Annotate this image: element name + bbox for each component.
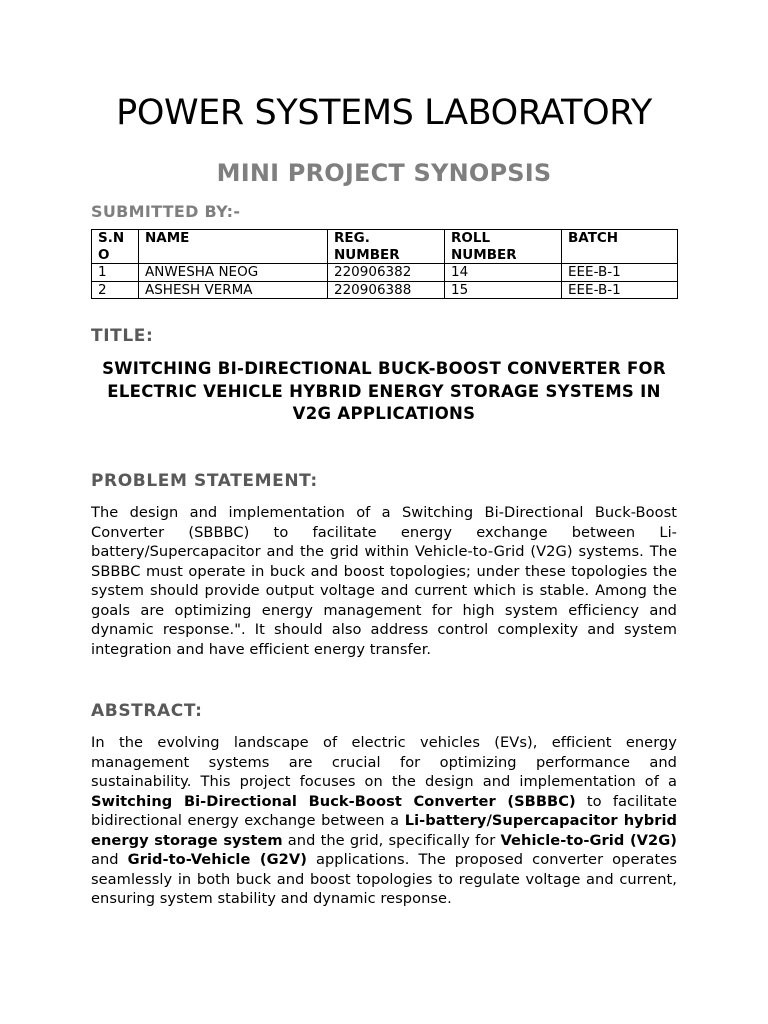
lab-title: POWER SYSTEMS LABORATORY	[116, 93, 652, 133]
cell-batch: EEE-B-1	[562, 281, 678, 299]
cell-reg: 220906382	[328, 264, 445, 282]
abstract-text-part: to facilitate bidirectional energy exchange between a	[91, 792, 677, 829]
col-header-reg: REG. NUMBER	[328, 230, 445, 264]
abstract-bold-sbbbc: Switching Bi-Directional Buck-Boost Converter (SBBBC)	[91, 792, 576, 810]
abstract-text-part: applications. The proposed converter operates seamlessly in both buck and boost topologies to regulate voltage and current, ensuring system stability and dynamic response.	[91, 851, 677, 907]
col-header-batch: BATCH	[562, 230, 678, 264]
cell-batch: EEE-B-1	[562, 264, 678, 282]
cell-roll: 14	[445, 264, 562, 282]
table-row	[92, 281, 678, 299]
problem-statement-heading: PROBLEM STATEMENT:	[91, 471, 318, 491]
abstract-text-part: and	[91, 851, 128, 868]
abstract-text-part: In the evolving landscape of electric vehicles (EVs), efficient energy management systems are crucial for optimizing performance and sustainability. This project focuses on the design and implementation of a	[91, 734, 677, 790]
synopsis-subtitle: MINI PROJECT SYNOPSIS	[216, 159, 552, 187]
submitted-by-heading: SUBMITTED BY:-	[91, 202, 241, 221]
abstract-heading: ABSTRACT:	[91, 701, 203, 721]
table-row	[92, 264, 678, 282]
cell-name: ASHESH VERMA	[139, 281, 328, 299]
abstract-bold-g2v: Grid-to-Vehicle (G2V)	[127, 851, 307, 868]
problem-statement-text: The design and implementation of a Switching Bi-Directional Buck-Boost Converter (SBBBC) to facilitate energy exchange between Li-battery/Supercapacitor and the grid within Vehicle-to-Grid (V2G) systems. The SBBBC must operate in buck and boost topologies; under these topologies the system should provide output voltage and current which is stable. Among the goals are optimizing energy management for high system efficiency and dynamic response.". It should also address control complexity and system integration and have efficient energy transfer.	[91, 504, 677, 658]
members-table	[91, 229, 678, 299]
cell-sno: 2	[92, 281, 139, 299]
col-header-sno: S.N O	[92, 230, 139, 264]
abstract-bold-v2g: Vehicle-to-Grid (V2G)	[500, 831, 677, 849]
project-title: SWITCHING BI-DIRECTIONAL BUCK-BOOST CONVERTER FOR ELECTRIC VEHICLE HYBRID ENERGY STORAGE SYSTEMS IN V2G APPLICATIONS	[102, 359, 666, 423]
col-header-name: NAME	[139, 230, 328, 264]
cell-name: ANWESHA NEOG	[139, 264, 328, 282]
col-header-roll: ROLL NUMBER	[445, 230, 562, 264]
abstract-text-part: and the grid, specifically for	[282, 831, 501, 849]
cell-reg: 220906388	[328, 281, 445, 299]
cell-roll: 15	[445, 281, 562, 299]
table-header-row	[92, 230, 678, 264]
cell-sno: 1	[92, 264, 139, 282]
abstract-text	[91, 733, 677, 909]
abstract-bold-storage: Li-battery/Supercapacitor hybrid energy storage system	[91, 812, 677, 849]
title-heading: TITLE:	[91, 326, 154, 346]
